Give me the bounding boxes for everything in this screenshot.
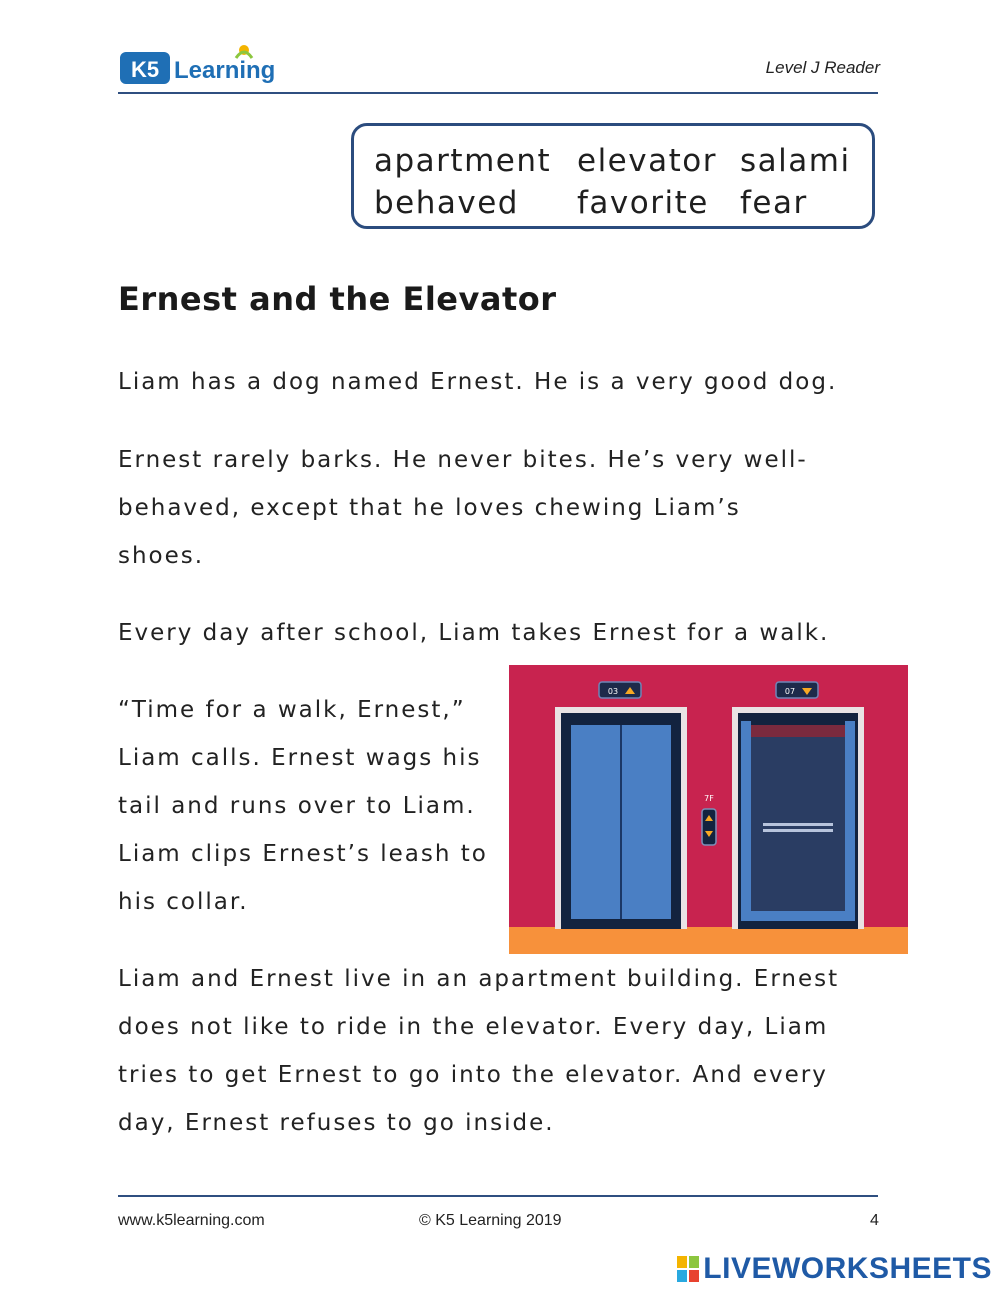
call-button-panel (702, 809, 716, 845)
left-door-panel (622, 725, 671, 919)
level-label: Level J Reader (765, 58, 880, 77)
right-floor-indicator (776, 682, 818, 698)
right-door-panel (845, 721, 855, 921)
vocab-word: favorite (577, 185, 709, 221)
header-rule (118, 92, 878, 94)
footer-rule (118, 1195, 878, 1197)
text-line: “Time for a walk, Ernest,” (118, 697, 466, 723)
text-line: his collar. (118, 889, 249, 915)
text-line: tail and runs over to Liam. (118, 793, 476, 819)
footer-website: www.k5learning.com (118, 1212, 265, 1229)
logo-k5-text: K5 (130, 57, 160, 82)
left-door-panel (571, 725, 620, 919)
paragraph-5 (118, 955, 839, 1147)
vocab-word: salami (740, 143, 851, 179)
paragraph-2 (118, 436, 808, 580)
vocab-word: fear (740, 185, 808, 221)
story-title: Ernest and the Elevator (118, 280, 557, 318)
text-line: Every day after school, Liam takes Ernest for a walk. (118, 620, 830, 646)
paragraph-1 (118, 358, 837, 406)
right-door-panel (741, 721, 751, 921)
text-line: day, Ernest refuses to go inside. (118, 1110, 555, 1136)
text-line: shoes. (118, 543, 205, 569)
vocab-word: apartment (374, 143, 552, 179)
liveworksheets-text: LIVEWORKSHEETS (703, 1252, 992, 1285)
text-line: Liam clips Ernest’s leash to (118, 841, 488, 867)
text-line: Ernest rarely barks. He never bites. He’s very well- (118, 447, 808, 473)
left-floor-indicator (599, 682, 641, 698)
right-floor-number: 07 (784, 687, 796, 696)
floor (509, 927, 908, 954)
text-line: Liam has a dog named Ernest. He is a very good dog. (118, 369, 838, 395)
text-line: tries to get Ernest to go into the elevator. And every (118, 1062, 828, 1088)
liveworksheets-logo-icon (677, 1256, 699, 1282)
vocabulary-row (374, 182, 872, 224)
vocab-word: behaved (374, 185, 519, 221)
left-floor-number: 03 (607, 687, 619, 696)
logo-word-text: Learning (174, 57, 276, 84)
panel-floor-label: 7F (704, 794, 714, 803)
vocabulary-row (374, 140, 872, 182)
cabin-handrail (763, 823, 833, 826)
text-line: does not like to ride in the elevator. Every day, Liam (118, 1014, 829, 1040)
footer-page-number: 4 (870, 1212, 879, 1229)
vocab-word: elevator (577, 143, 717, 179)
text-line: Liam calls. Ernest wags his (118, 745, 482, 771)
text-line: behaved, except that he loves chewing Liam’s (118, 495, 741, 521)
liveworksheets-watermark (677, 1252, 992, 1286)
footer-copyright: © K5 Learning 2019 (419, 1212, 562, 1229)
k5-learning-logo (118, 40, 298, 90)
paragraph-3 (118, 609, 829, 657)
vocabulary-box (351, 123, 875, 229)
elevator-illustration (509, 665, 908, 954)
paragraph-4 (118, 686, 488, 926)
text-line: Liam and Ernest live in an apartment building. Ernest (118, 966, 840, 992)
